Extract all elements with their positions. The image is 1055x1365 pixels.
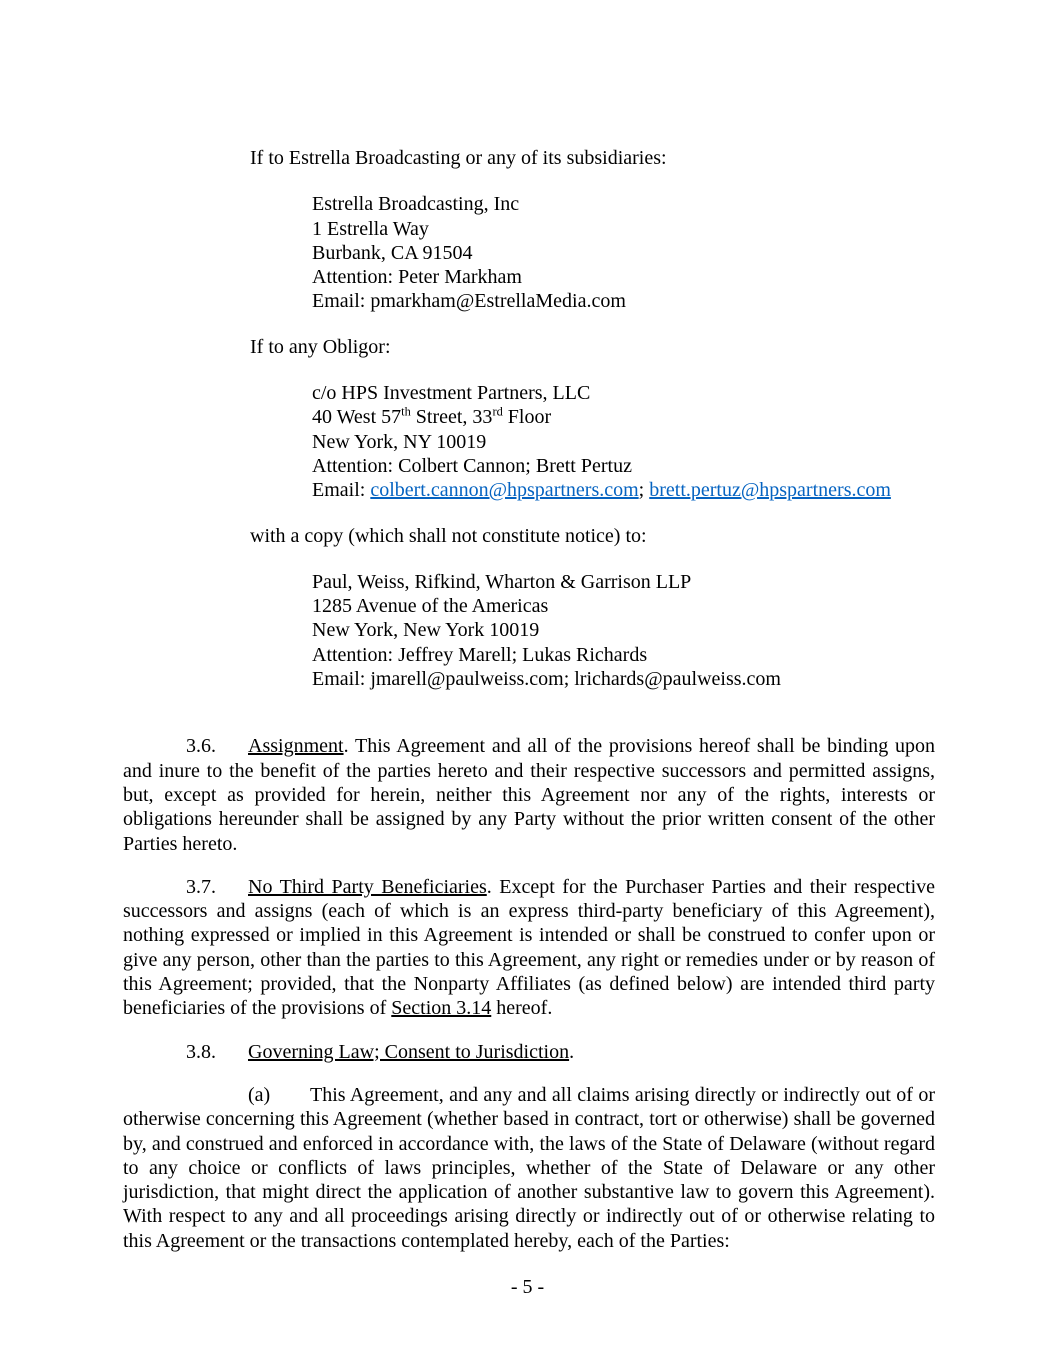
address-line-street: 1285 Avenue of the Americas <box>312 595 549 618</box>
section-number: 3.7. <box>186 875 216 898</box>
address-line-company: c/o HPS Investment Partners, LLC <box>312 382 591 405</box>
address-line-email: Email: pmarkham@EstrellaMedia.com <box>312 290 626 313</box>
email-label: Email: <box>312 479 371 502</box>
subsection-body: This Agreement, and any and all claims arising directly or indirectly out of or otherwise concerning this Agreement (whether based in contract, tort or otherwise) shall be governed by, and construed and enforced in accordance with, the laws of the State of Delaware (without regard to any choice or conflicts of laws principles, whether of the State of Delaware or any other jurisdiction, that might direct the application of another substantive law to govern this Agreement). With respect to any and all proceedings arising directly or indirectly out of or otherwise relating to this Agreement or the transactions contemplated hereby, each of the Parties: <box>123 1083 935 1252</box>
address-line-street <box>312 405 935 429</box>
address-block-estrella <box>312 192 935 313</box>
section-body: hereof. <box>491 997 553 1020</box>
email-link-brett-pertuz[interactable]: brett.pertuz@hpspartners.com <box>649 479 891 502</box>
section-ref-3-14: Section 3.14 <box>391 997 492 1020</box>
section-number: 3.6. <box>186 735 216 758</box>
address-line-attention: Attention: Jeffrey Marell; Lukas Richards <box>312 643 648 666</box>
subsection-letter: (a) <box>248 1083 271 1106</box>
section-3-7 <box>123 875 935 1021</box>
address-line-email: Email: jmarell@paulweiss.com; lrichards@paulweiss.com <box>312 668 781 691</box>
section-heading-governing-law: Governing Law; Consent to Jurisdiction <box>248 1040 570 1063</box>
notice-intro-estrella: If to Estrella Broadcasting or any of its subsidiaries: <box>250 147 667 169</box>
notice-intro-copy: with a copy (which shall not constitute notice) to: <box>250 524 647 547</box>
address-line-street: 1 Estrella Way <box>312 217 429 240</box>
address-line-attention: Attention: Peter Markham <box>312 266 522 289</box>
address-line-city: New York, New York 10019 <box>312 619 540 642</box>
section-3-8 <box>123 1040 935 1064</box>
address-line-attention: Attention: Colbert Cannon; Brett Pertuz <box>312 454 632 477</box>
street-text: 40 West 57 <box>312 406 402 429</box>
section-3-6 <box>123 734 935 855</box>
section-heading-no-third-party: No Third Party Beneficiaries <box>248 875 487 898</box>
section-3-8-a <box>123 1083 935 1253</box>
address-line-city: Burbank, CA 91504 <box>312 241 473 264</box>
notice-intro-obligor: If to any Obligor: <box>250 335 391 358</box>
address-line-email <box>312 478 935 502</box>
address-block-obligor <box>312 381 935 502</box>
address-line-city: New York, NY 10019 <box>312 430 487 453</box>
street-text: Street, 33 <box>410 406 493 429</box>
address-line-company: Estrella Broadcasting, Inc <box>312 193 520 216</box>
page-number: - 5 - <box>510 1275 545 1298</box>
section-heading-assignment: Assignment <box>248 735 344 758</box>
ordinal-superscript: th <box>401 404 411 419</box>
street-text: Floor <box>502 406 552 429</box>
address-block-copy <box>312 570 935 691</box>
section-heading-period: . <box>569 1040 575 1063</box>
email-separator: ; <box>638 479 650 502</box>
section-body: . This Agreement and all of the provisions hereof shall be binding upon and inure to the benefit of the parties hereto and their respective successors and permitted assigns, but, except as provided for herein, neither this Agreement nor any of the rights, interests or obligations hereunder shall be assigned by any Party without the prior written consent of the other Parties hereto. <box>123 735 935 855</box>
section-number: 3.8. <box>186 1040 216 1063</box>
ordinal-superscript: rd <box>492 404 503 419</box>
section-body: . Except for the Purchaser Parties and their respective successors and assigns (each of which is an express third-party beneficiary of this Agreement), nothing expressed or implied in this Agreement is intended or shall be construed to confer upon or give any person, other than the parties to this Agreement, any right or remedies under or by reason of this Agreement; provided, that the Nonparty Affiliates (as defined below) are intended third party beneficiaries of the provisions of <box>123 875 935 1020</box>
address-line-company: Paul, Weiss, Rifkind, Wharton & Garrison LLP <box>312 570 692 593</box>
email-link-colbert-cannon[interactable]: colbert.cannon@hpspartners.com <box>370 479 639 502</box>
